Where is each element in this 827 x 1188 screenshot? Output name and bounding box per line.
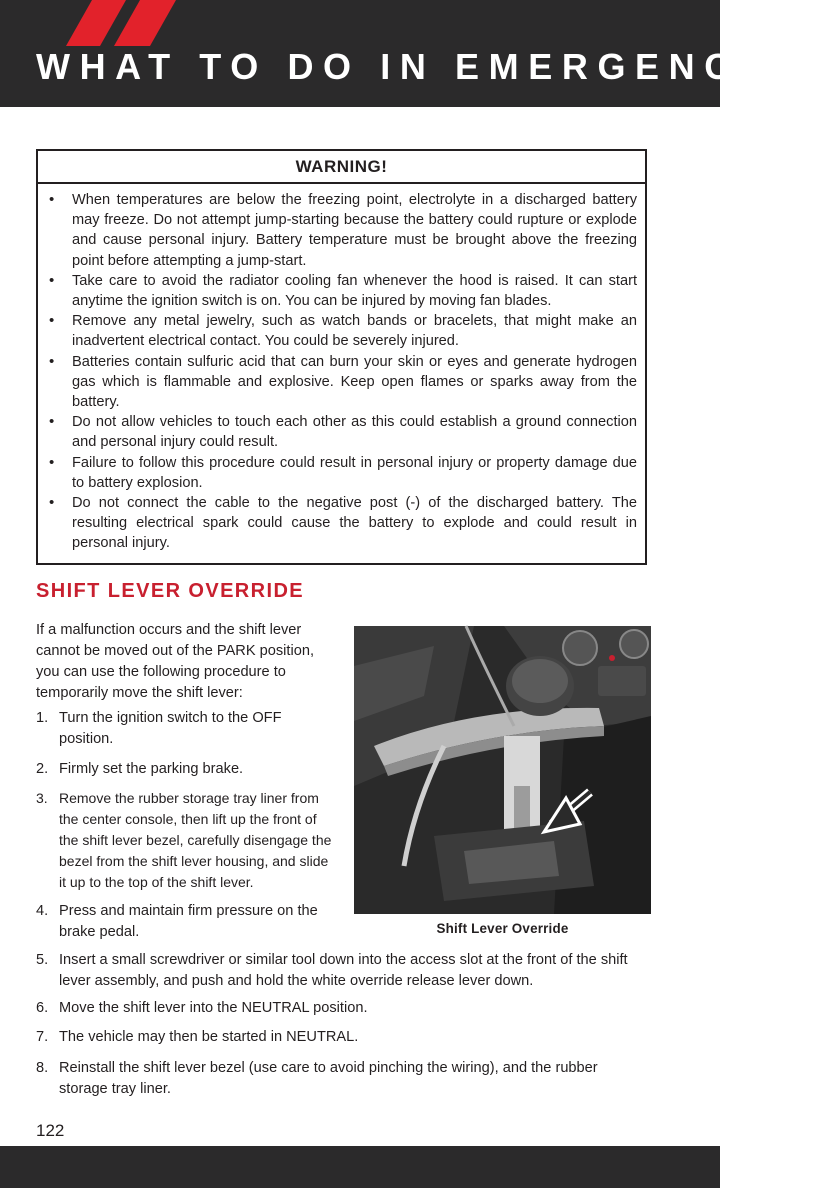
- step-number: 2.: [36, 761, 49, 777]
- step-text: Insert a small screwdriver or similar tool down into the access slot at the front of the shift lever assembly, and push and hold the white override release lever down.: [59, 952, 628, 989]
- stripe-1: [66, 0, 126, 46]
- page-header: [0, 0, 827, 107]
- step-number: 4.: [36, 903, 49, 919]
- warning-item: • Failure to follow this procedure could result in personal injury or property damage due to battery explosion.: [48, 453, 637, 493]
- section-header-title: WHAT TO DO IN EMERGENCIES: [36, 46, 827, 87]
- warning-box: [36, 149, 647, 565]
- step-text: Press and maintain firm pressure on the brake pedal.: [59, 903, 318, 940]
- warning-item: • Do not allow vehicles to touch each other as this could establish a ground connection and personal injury could result.: [48, 412, 637, 452]
- step-text: The vehicle may then be started in NEUTRAL.: [59, 1029, 359, 1045]
- step-item: [36, 708, 336, 750]
- step-text: Turn the ignition switch to the OFF position.: [59, 710, 282, 747]
- section-title: SHIFT LEVER OVERRIDE: [36, 580, 305, 602]
- warning-item: • Take care to avoid the radiator cooling fan whenever the hood is raised. It can start anytime the ignition switch is on. You can be injured by moving fan blades.: [48, 271, 637, 311]
- warning-list: [38, 184, 645, 554]
- step-item: [36, 1058, 650, 1100]
- footer-bar: [0, 1146, 720, 1188]
- step-item: [36, 998, 650, 1019]
- step-text: Firmly set the parking brake.: [59, 761, 244, 777]
- step-item: [36, 950, 650, 992]
- step-text: Remove the rubber storage tray liner from the center console, then lift up the front of the shift lever bezel, carefully disengage the bezel from the shift lever housing, and slide it up to the top of the shift lever.: [59, 790, 332, 890]
- step-item: [36, 1027, 650, 1048]
- warning-item: • Do not connect the cable to the negative post (-) of the discharged battery. The resulting electrical spark could cause the battery to explode and could result in personal injury.: [48, 493, 637, 554]
- step-number: 7.: [36, 1029, 49, 1045]
- step-item: [36, 901, 336, 943]
- shift-lever-illustration: [354, 626, 651, 914]
- step-number: 5.: [36, 952, 49, 968]
- step-item: [36, 788, 336, 893]
- brand-stripes-logo: [64, 0, 184, 46]
- step-item: [36, 759, 336, 780]
- step-number: 1.: [36, 710, 49, 726]
- warning-title: WARNING!: [38, 151, 645, 184]
- warning-item: • When temperatures are below the freezing point, electrolyte in a discharged battery may freeze. Do not attempt jump-starting because the battery could rupture or explode and cause personal injury. Battery temperature must be brought above the freezing point before attempting a jump-start.: [48, 190, 637, 271]
- intro-paragraph: If a malfunction occurs and the shift lever cannot be moved out of the PARK position, you can use the following procedure to temporarily move the shift lever:: [36, 622, 314, 701]
- warning-item: • Remove any metal jewelry, such as watch bands or bracelets, that might make an inadvertent electrical contact. You could be severely injured.: [48, 311, 637, 351]
- stripe-2: [114, 0, 176, 46]
- shift-lever-photo: [354, 626, 651, 914]
- step-text: Reinstall the shift lever bezel (use care to avoid pinching the wiring), and the rubber storage tray liner.: [59, 1060, 598, 1097]
- page-number: 122: [36, 1121, 65, 1140]
- step-number: 3.: [36, 790, 48, 806]
- step-number: 6.: [36, 1000, 49, 1016]
- step-text: Move the shift lever into the NEUTRAL position.: [59, 1000, 368, 1016]
- step-number: 8.: [36, 1060, 49, 1076]
- warning-item: • Batteries contain sulfuric acid that can burn your skin or eyes and generate hydrogen gas which is flammable and explosive. Keep open flames or sparks away from the battery.: [48, 352, 637, 413]
- figure-caption: Shift Lever Override: [436, 921, 569, 936]
